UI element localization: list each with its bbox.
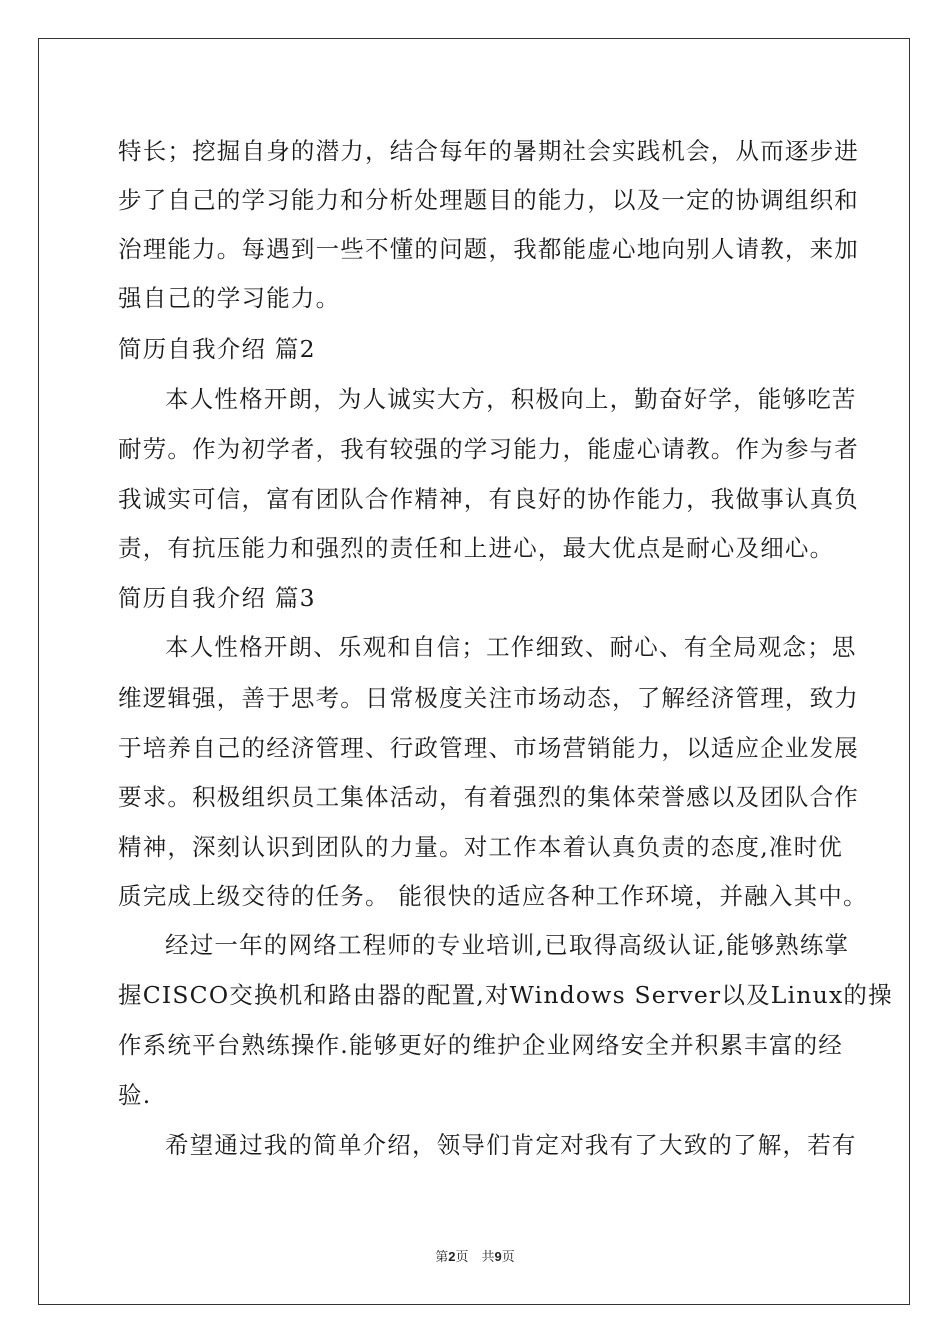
body-line: 精神，深刻认识到团队的力量。对工作本着认真负责的态度,准时优	[118, 833, 843, 861]
body-line: 经过一年的网络工程师的专业培训,已取得高级认证,能够熟练掌	[165, 931, 850, 959]
body-line: 于培养自己的经济管理、行政管理、市场营销能力，以适应企业发展	[118, 734, 859, 762]
body-line: 维逻辑强，善于思考。日常极度关注市场动态，了解经济管理，致力	[118, 684, 859, 712]
body-line: 治理能力。每遇到一些不懂的问题，我都能虚心地向别人请教，来加	[118, 235, 859, 263]
body-line: 要求。积极组织员工集体活动，有着强烈的集体荣誉感以及团队合作	[118, 783, 859, 811]
section-heading: 简历自我介绍 篇2	[118, 335, 316, 363]
footer-current-page: 2	[448, 1249, 456, 1264]
section-heading: 简历自我介绍 篇3	[118, 584, 316, 612]
body-line: 作系统平台熟练操作.能够更好的维护企业网络安全并积累丰富的经	[118, 1031, 843, 1059]
page-footer	[0, 1246, 950, 1265]
body-line: 特长；挖掘自身的潜力，结合每年的暑期社会实践机会，从而逐步进	[118, 137, 859, 165]
body-line: 强自己的学习能力。	[118, 284, 341, 312]
footer-prefix: 第	[435, 1250, 449, 1265]
body-line: 希望通过我的简单介绍，领导们肯定对我有了大致的了解，若有	[165, 1131, 857, 1159]
footer-total-pages: 9	[494, 1249, 502, 1264]
body-line: 握CISCO交换机和路由器的配置,对Windows Server以及Linux的操	[118, 981, 893, 1009]
body-line: 步了自己的学习能力和分析处理题目的能力，以及一定的协调组织和	[118, 186, 859, 214]
page-border	[38, 38, 910, 1305]
footer-mid: 页 共	[455, 1250, 495, 1265]
body-line: 质完成上级交待的任务。 能很快的适应各种工作环境，并融入其中。	[118, 882, 868, 910]
body-line: 我诚实可信，富有团队合作精神，有良好的协作能力，我做事认真负	[118, 485, 859, 513]
body-line: 耐劳。作为初学者，我有较强的学习能力，能虚心请教。作为参与者	[118, 435, 859, 463]
body-line: 验.	[118, 1081, 152, 1109]
body-line: 责，有抗压能力和强烈的责任和上进心，最大优点是耐心及细心。	[118, 534, 835, 562]
footer-suffix: 页	[501, 1250, 515, 1265]
body-line: 本人性格开朗、乐观和自信；工作细致、耐心、有全局观念；思	[165, 633, 857, 661]
body-line: 本人性格开朗，为人诚实大方，积极向上，勤奋好学，能够吃苦	[165, 385, 857, 413]
